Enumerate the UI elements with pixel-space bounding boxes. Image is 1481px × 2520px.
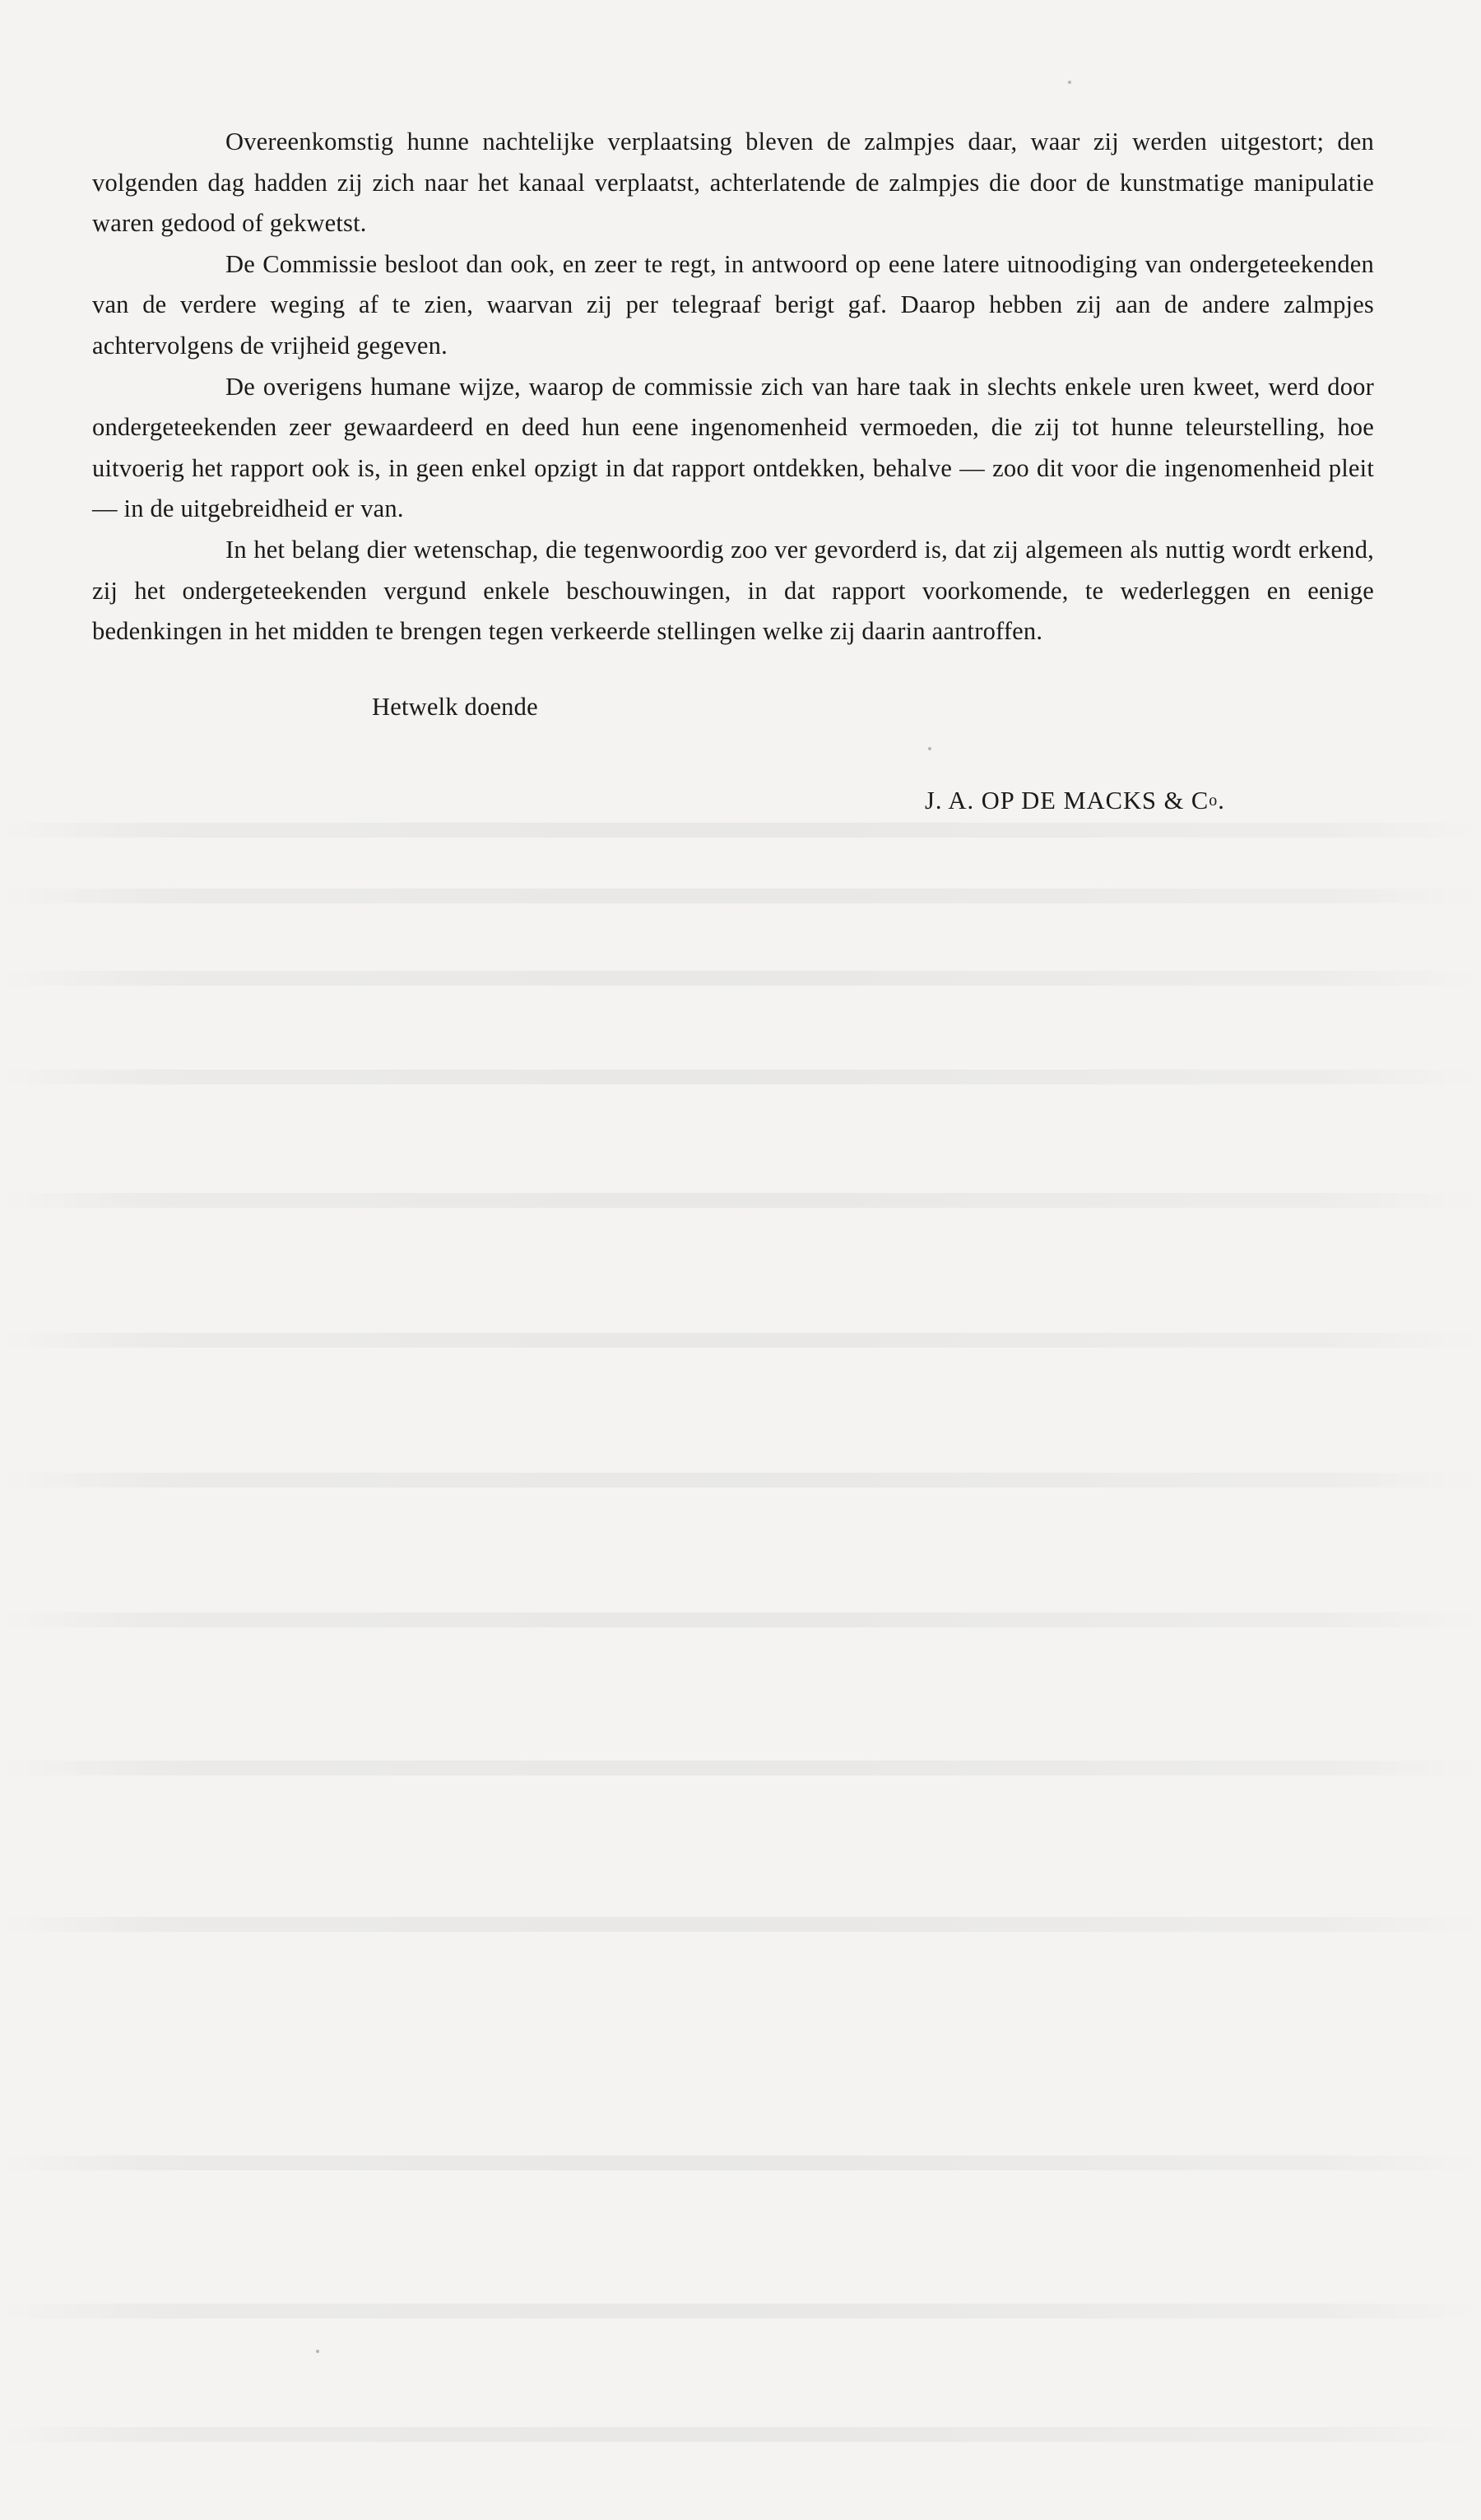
bleed-through-line — [0, 1193, 1481, 1208]
bleed-through-line — [0, 971, 1481, 986]
paper-speck — [1068, 81, 1071, 84]
bleed-through-line — [0, 2304, 1481, 2318]
paragraph: Overeenkomstig hunne nachtelijke verplaatsing bleven de zalmpjes daar, waar zij werden uitgestort; den volgenden dag hadden zij zich naar het kanaal verplaatst, achterlatende de zalmpjes die door de kunstmatige manipulatie waren gedood of gekwetst. — [92, 128, 1374, 238]
bleed-through-line — [0, 1917, 1481, 1932]
bleed-through-line — [0, 1473, 1481, 1487]
paragraph: De Commissie besloot dan ook, en zeer te regt, in antwoord op eene latere uitnoodiging van ondergeteekenden van de verdere weging af te zien, waarvan zij per telegraaf berigt gaf. Daarop hebben zij aan de andere zalmpjes achtervolgens de vrijheid gegeven. — [92, 249, 1374, 360]
document-body — [92, 122, 1374, 727]
signature-end: . — [1218, 787, 1225, 814]
signature — [925, 787, 1225, 815]
paper-speck — [316, 2350, 319, 2353]
paragraph: De overigens humane wijze, waarop de commissie zich van hare taak in slechts enkele uren kweet, werd door ondergeteekenden zeer gewaardeerd en deed hun eene ingenomenheid vermoeden, die zij tot hunne teleurstelling, hoe uitvoerig het rapport ook is, in geen enkel opzigt in dat rapport ontdekken, behalve — zoo dit voor die ingenomenheid pleit — in de uitgebreidheid er van. — [92, 372, 1374, 523]
signature-suffix: o — [1209, 791, 1219, 810]
bleed-through-line — [0, 1070, 1481, 1084]
bleed-through-line — [0, 2156, 1481, 2170]
bleed-through-line — [0, 889, 1481, 903]
bleed-through-line — [0, 2427, 1481, 2442]
bleed-through-line — [0, 1761, 1481, 1775]
paragraph: In het belang dier wetenschap, die tegenwoordig zoo ver gevorderd is, dat zij algemeen als nuttig wordt erkend, zij het ondergeteekenden vergund enkele beschouwingen, in dat rapport voorkomende, te wederleggen en eenige bedenkingen in het midden te brengen tegen verkeerde stellingen welke zij daarin aantroffen. — [92, 535, 1374, 646]
bleed-through-line — [0, 823, 1481, 838]
paper-speck — [928, 747, 931, 750]
closing-line: Hetwelk doende — [372, 692, 538, 721]
signature-name: J. A. OP DE MACKS & C — [925, 787, 1209, 814]
bleed-through-line — [0, 1333, 1481, 1348]
bleed-through-line — [0, 1613, 1481, 1627]
